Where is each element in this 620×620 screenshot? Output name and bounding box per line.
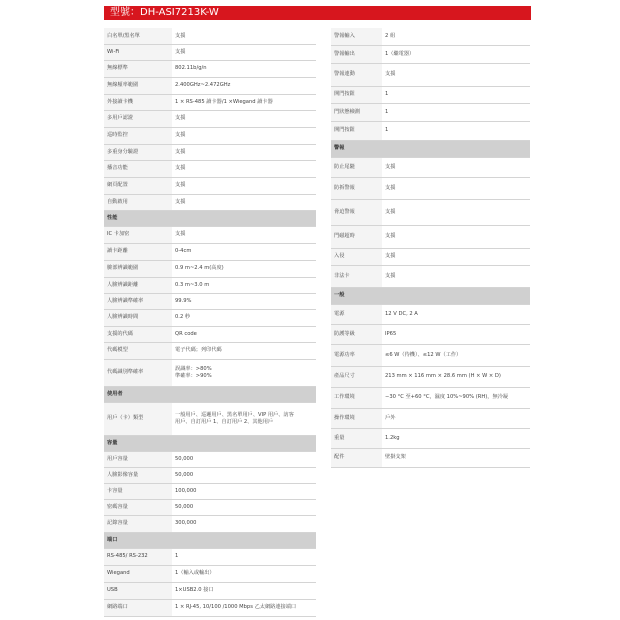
spec-label: 防護等級 bbox=[331, 324, 382, 344]
spec-value: 213 mm × 116 mm × 28.6 mm (H × W × D) bbox=[382, 366, 530, 387]
spec-value: 支援 bbox=[382, 225, 530, 248]
spec-label: 白名單/黑名單 bbox=[104, 28, 172, 44]
spec-value bbox=[172, 359, 316, 386]
spec-label: 警報連動 bbox=[331, 63, 382, 86]
spec-row bbox=[331, 448, 530, 467]
spec-value bbox=[172, 402, 316, 435]
spec-row bbox=[331, 428, 530, 448]
spec-value: 支援 bbox=[172, 28, 316, 44]
section-header-row bbox=[104, 386, 316, 402]
spec-label: 用戶容量 bbox=[104, 451, 172, 467]
spec-row bbox=[331, 344, 530, 366]
spec-label: 脅迫警報 bbox=[331, 199, 382, 225]
section-title: 性能 bbox=[104, 210, 316, 226]
spec-value: 2.400GHz~2.472GHz bbox=[172, 77, 316, 94]
spec-label: 無線標準 bbox=[104, 60, 172, 77]
spec-row bbox=[104, 110, 316, 127]
spec-row bbox=[104, 243, 316, 260]
spec-row bbox=[331, 265, 530, 287]
spec-label: 非法卡 bbox=[331, 265, 382, 287]
section-title: 警報 bbox=[331, 140, 530, 157]
spec-value: 電子代碼；列印代碼 bbox=[172, 342, 316, 359]
spec-value-line: 誤識率：>80% bbox=[175, 366, 212, 372]
spec-value: 100,000 bbox=[172, 483, 316, 499]
spec-label: 卡容量 bbox=[104, 483, 172, 499]
spec-label: 門狀態檢測 bbox=[331, 103, 382, 121]
spec-label: 配件 bbox=[331, 448, 382, 467]
spec-value-line: 用戶、自訂用戶 1、自訂用戶 2、其他用戶 bbox=[175, 418, 274, 425]
spec-row bbox=[104, 548, 316, 565]
spec-value: 支援 bbox=[172, 127, 316, 144]
spec-label: Wi-Fi bbox=[104, 44, 172, 60]
spec-value: 1 bbox=[382, 103, 530, 121]
spec-row bbox=[331, 177, 530, 199]
spec-row bbox=[331, 304, 530, 324]
spec-row bbox=[104, 28, 316, 44]
spec-row bbox=[104, 160, 316, 177]
spec-value: 50,000 bbox=[172, 467, 316, 483]
spec-value: 支援 bbox=[382, 157, 530, 177]
spec-value: 支援 bbox=[172, 177, 316, 194]
spec-value: 1 × RS-485 讀卡器/1 ×Wiegand 讀卡器 bbox=[172, 94, 316, 110]
spec-label: 網路端口 bbox=[104, 599, 172, 616]
spec-row bbox=[104, 127, 316, 144]
spec-value: −30 °C 至+60 °C，濕度 10%~90% (RH)，無冷凝 bbox=[382, 387, 530, 408]
spec-label: USB bbox=[104, 582, 172, 599]
spec-label: IC 卡加密 bbox=[104, 226, 172, 243]
spec-label: 自動啟用 bbox=[104, 194, 172, 210]
spec-row bbox=[104, 599, 316, 616]
section-title: 一般 bbox=[331, 287, 530, 304]
spec-row bbox=[104, 94, 316, 110]
spec-value: 支援 bbox=[382, 177, 530, 199]
spec-value: 300,000 bbox=[172, 515, 316, 532]
spec-value: 1 bbox=[382, 86, 530, 103]
spec-label: 播音功能 bbox=[104, 160, 172, 177]
spec-value: 支援 bbox=[382, 199, 530, 225]
spec-row bbox=[104, 277, 316, 293]
spec-value: 1（輸入或輸出） bbox=[172, 565, 316, 582]
spec-label: 入侵 bbox=[331, 248, 382, 265]
spec-row bbox=[104, 60, 316, 77]
spec-row bbox=[104, 194, 316, 210]
spec-row bbox=[104, 226, 316, 243]
spec-row bbox=[104, 309, 316, 326]
section-header-row bbox=[104, 435, 316, 451]
spec-table-left bbox=[104, 28, 316, 617]
spec-value: 戶外 bbox=[382, 408, 530, 428]
spec-row bbox=[331, 45, 530, 63]
spec-label: 電源功率 bbox=[331, 344, 382, 366]
spec-row bbox=[331, 248, 530, 265]
spec-value: 支援 bbox=[382, 265, 530, 287]
spec-label: 工作環境 bbox=[331, 387, 382, 408]
spec-value: 0.9 m~2.4 m(高度) bbox=[172, 260, 316, 277]
spec-row bbox=[331, 86, 530, 103]
spec-label: 門磁超時 bbox=[331, 225, 382, 248]
spec-row bbox=[331, 366, 530, 387]
spec-label: 重量 bbox=[331, 428, 382, 448]
spec-value: 99.9% bbox=[172, 293, 316, 309]
spec-row bbox=[331, 387, 530, 408]
spec-value: 支援 bbox=[172, 44, 316, 60]
spec-row bbox=[104, 77, 316, 94]
spec-label: 開門按鈕 bbox=[331, 121, 382, 140]
spec-value: 1（繼電器） bbox=[382, 45, 530, 63]
spec-row bbox=[104, 359, 316, 386]
spec-row bbox=[331, 225, 530, 248]
spec-label: 警報輸出 bbox=[331, 45, 382, 63]
section-header-row bbox=[331, 140, 530, 157]
spec-value: 支援 bbox=[172, 110, 316, 127]
section-title: 容量 bbox=[104, 435, 316, 451]
spec-label: 網頁配置 bbox=[104, 177, 172, 194]
spec-label: 無線頻率範圍 bbox=[104, 77, 172, 94]
spec-label: 巡時監控 bbox=[104, 127, 172, 144]
spec-value: IP65 bbox=[382, 324, 530, 344]
spec-value: 支援 bbox=[382, 63, 530, 86]
spec-value: 壁掛支架 bbox=[382, 448, 530, 467]
spec-label: 讀卡距離 bbox=[104, 243, 172, 260]
spec-label: 警報輸入 bbox=[331, 28, 382, 45]
spec-row bbox=[104, 44, 316, 60]
spec-row bbox=[104, 144, 316, 160]
spec-row bbox=[104, 342, 316, 359]
spec-row bbox=[331, 121, 530, 140]
spec-value-line: 一般用戶、巡邏用戶、黑名單用戶、VIP 用戶、訪客 bbox=[175, 412, 294, 418]
spec-value: 0.3 m~3.0 m bbox=[172, 277, 316, 293]
spec-value: 支援 bbox=[172, 194, 316, 210]
spec-label: Wiegand bbox=[104, 565, 172, 582]
spec-row bbox=[104, 402, 316, 435]
spec-row bbox=[104, 177, 316, 194]
spec-row bbox=[331, 63, 530, 86]
spec-value: ≤6 W（待機）、≤12 W（工作） bbox=[382, 344, 530, 366]
spec-value-line: 準確率：>90% bbox=[175, 372, 212, 379]
spec-label: 人臉辨識時間 bbox=[104, 309, 172, 326]
spec-label: 多用戶認證 bbox=[104, 110, 172, 127]
spec-row bbox=[104, 293, 316, 309]
spec-row bbox=[104, 499, 316, 515]
spec-row bbox=[331, 157, 530, 177]
spec-label: 外接讀卡機 bbox=[104, 94, 172, 110]
spec-label: 多重身分驗證 bbox=[104, 144, 172, 160]
spec-label: RS-485/ RS-232 bbox=[104, 548, 172, 565]
model-title: 型號：DH-ASI7213K-W bbox=[110, 7, 219, 18]
spec-label: 開門按鈕 bbox=[331, 86, 382, 103]
section-header-row bbox=[331, 287, 530, 304]
spec-row bbox=[104, 260, 316, 277]
spec-label: 用戶（卡）類型 bbox=[104, 402, 172, 435]
spec-value: QR code bbox=[172, 326, 316, 342]
spec-label: 人臉辨識距離 bbox=[104, 277, 172, 293]
spec-row bbox=[104, 451, 316, 467]
spec-label: 臉部辨識範圍 bbox=[104, 260, 172, 277]
spec-value: 支援 bbox=[382, 248, 530, 265]
spec-label: 支援的代碼 bbox=[104, 326, 172, 342]
spec-row bbox=[331, 28, 530, 45]
spec-value: 12 V DC, 2 A bbox=[382, 304, 530, 324]
section-title: 端口 bbox=[104, 532, 316, 548]
section-header-row bbox=[104, 532, 316, 548]
spec-label: 防止尾隨 bbox=[331, 157, 382, 177]
spec-label: 電源 bbox=[331, 304, 382, 324]
spec-row bbox=[331, 103, 530, 121]
spec-row bbox=[104, 467, 316, 483]
spec-value: 0.2 秒 bbox=[172, 309, 316, 326]
spec-label: 產品尺寸 bbox=[331, 366, 382, 387]
spec-table-right bbox=[331, 28, 530, 468]
spec-value: 50,000 bbox=[172, 499, 316, 515]
spec-row bbox=[331, 324, 530, 344]
spec-row bbox=[104, 483, 316, 499]
spec-label: 人臉辨識準確率 bbox=[104, 293, 172, 309]
spec-value: 1 × RJ-45, 10/100 /1000 Mbps 乙太網路連接端口 bbox=[172, 599, 316, 616]
spec-value: 2 組 bbox=[382, 28, 530, 45]
spec-value: 支援 bbox=[172, 160, 316, 177]
spec-value: 支援 bbox=[172, 226, 316, 243]
spec-value: 1×USB2.0 接口 bbox=[172, 582, 316, 599]
spec-row bbox=[104, 326, 316, 342]
spec-value: 1.2kg bbox=[382, 428, 530, 448]
spec-label: 密碼容量 bbox=[104, 499, 172, 515]
section-title: 使用者 bbox=[104, 386, 316, 402]
spec-value: 1 bbox=[172, 548, 316, 565]
spec-row bbox=[104, 582, 316, 599]
spec-row bbox=[331, 199, 530, 225]
spec-label: 代碼模型 bbox=[104, 342, 172, 359]
model-title-bar bbox=[104, 6, 531, 20]
spec-label: 人臉影像容量 bbox=[104, 467, 172, 483]
spec-value: 支援 bbox=[172, 144, 316, 160]
spec-row bbox=[104, 515, 316, 532]
spec-value: 0-4cm bbox=[172, 243, 316, 260]
spec-row bbox=[104, 565, 316, 582]
section-header-row bbox=[104, 210, 316, 226]
spec-value: 1 bbox=[382, 121, 530, 140]
spec-label: 防拆警報 bbox=[331, 177, 382, 199]
spec-value: 802.11b/g/n bbox=[172, 60, 316, 77]
spec-label: 代碼識別準確率 bbox=[104, 359, 172, 386]
spec-row bbox=[331, 408, 530, 428]
spec-label: 操作環境 bbox=[331, 408, 382, 428]
spec-label: 記錄容量 bbox=[104, 515, 172, 532]
spec-value: 50,000 bbox=[172, 451, 316, 467]
